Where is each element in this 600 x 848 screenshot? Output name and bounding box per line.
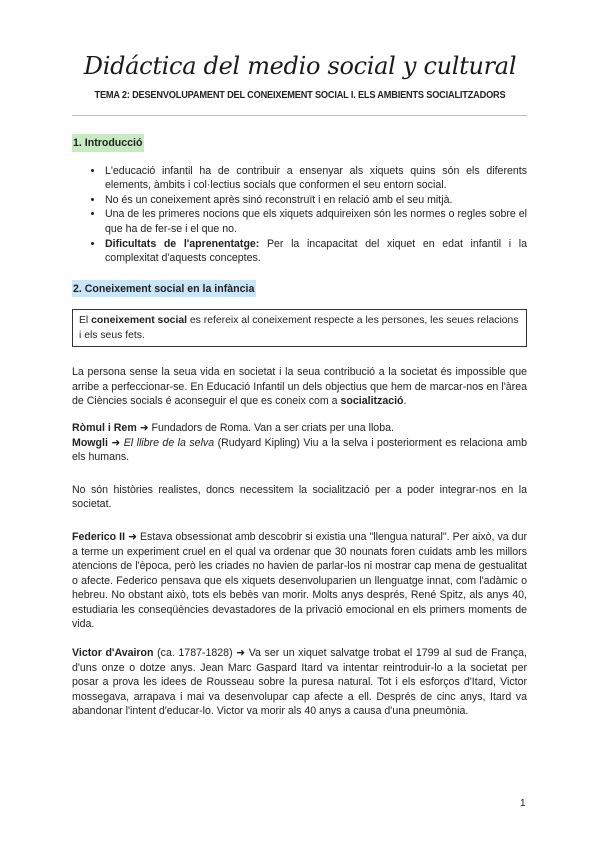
realism-paragraph: No són històries realistes, doncs necessitem la socialització per a poder integrar-nos en la societat.: [72, 483, 527, 511]
federico-paragraph: [72, 530, 527, 632]
socialization-term: socialització: [340, 395, 404, 408]
federico-label: Federico II: [72, 530, 126, 543]
page-subtitle: TEMA 2: DESENVOLUPAMENT DEL CONEIXEMENT SOCIAL I. ELS AMBIENTS SOCIALITZADORS: [94, 90, 506, 101]
bullet-text: Una de les primeres nocions que els xiquets adquireixen són les normes o regles sobre el que ha de fer-se i el que no.: [105, 208, 527, 235]
romul-label: Ròmul i Rem: [72, 421, 137, 434]
section-1-heading: 1. Introducció: [72, 134, 144, 152]
bullet-text: No és un coneixement après sinó reconstruït i en relació amb el seu mitjà.: [105, 193, 453, 206]
arrow-icon: ➜: [107, 436, 124, 449]
bullet-text: Per la incapacitat del xiquet en edat infantil i la complexitat d'aquests conceptes.: [105, 237, 527, 265]
intro-bullet-list: [72, 164, 527, 266]
paragraph-text: La persona sense la seua vida en societat i la seua contribució a la societat és impossible que arribe a perfeccionar-se. En Educació Infantil un dels objectius que hem de marcar-nos en l'àrea de Ciències socials é aconseguir el que es coneix com a: [72, 366, 527, 408]
list-item: [104, 237, 527, 266]
book-title: El llibre de la selva: [123, 436, 215, 449]
victor-paragraph: [72, 646, 527, 719]
victor-label: Victor d'Avairon: [72, 647, 154, 660]
section-2-heading: 2. Coneixement social en la infància: [72, 280, 256, 298]
definition-pre: El: [79, 315, 92, 327]
definition-box: [72, 309, 527, 347]
mowgli-label: Mowgli: [72, 436, 108, 449]
federico-text: ➜ Estava obsessionat amb descobrir si existia una "llengua natural". Per això, va dur a terme un experiment cruel en el qual va ordenar que 30 nounats foren cuidats amb les millors atencions de l'època, però les criades no havien de parlar-los ni mostrar cap mena de gestualitat o afecte. Federico pensava que els xiquets desenvoluparien un llenguatge innat, com l'adàmic o hebreu. No obstant això, tots els bebès van morir. Molts anys després, René Spitz, als anys 40, estudiaria les conseqüències devastadores de la privació emocional en els primers moments de vida.: [72, 530, 527, 631]
romul-paragraph: [72, 421, 527, 436]
paragraph-end: .: [403, 395, 407, 408]
socialization-paragraph: [72, 365, 527, 409]
mowgli-paragraph: [72, 436, 527, 465]
bullet-text: L'educació infantil ha de contribuir a ensenyar als xiquets quins són els diferents elements, àmbits i col·lectius socials que conformen el seu entorn social.: [105, 164, 527, 192]
page-number: 1: [520, 798, 526, 809]
list-item: [104, 164, 527, 193]
mowgli-text: (Rudyard Kipling) Viu a la selva i posteriorment es relaciona amb els humans.: [72, 436, 527, 464]
definition-term: coneixement social: [91, 315, 188, 327]
definition-text: es refereix al coneixement respecte a les persones, les seues relacions i els seus fets.: [79, 315, 519, 341]
list-item: [104, 207, 527, 236]
romul-text: ➜ Fundadors de Roma. Van a ser criats per una lloba.: [136, 421, 394, 434]
list-item: [104, 193, 527, 208]
bullet-bold: Dificultats de l'aprenentatge:: [105, 237, 260, 250]
document-body: [72, 134, 527, 719]
header-divider: [72, 115, 527, 116]
page-title: Didáctica del medio social y cultural: [83, 52, 517, 80]
victor-text: (ca. 1787-1828) ➜ Va ser un xiquet salvatge trobat el 1799 al sud de França, d'uns onze o dotze anys. Jean Marc Gaspard Itard va intentar reintroduir-lo a la societat per posar a prova les idees de Rousseau sobre la puresa natural. Tot i els esforços d'Itard, Victor mossegava, arrapava i mai va desenvolupar cap afecte a ell. Després de cinc anys, Itard va abandonar l'intent d'educar-lo. Victor va morir als 40 anys a causa d'una pneumònia.: [72, 647, 527, 718]
